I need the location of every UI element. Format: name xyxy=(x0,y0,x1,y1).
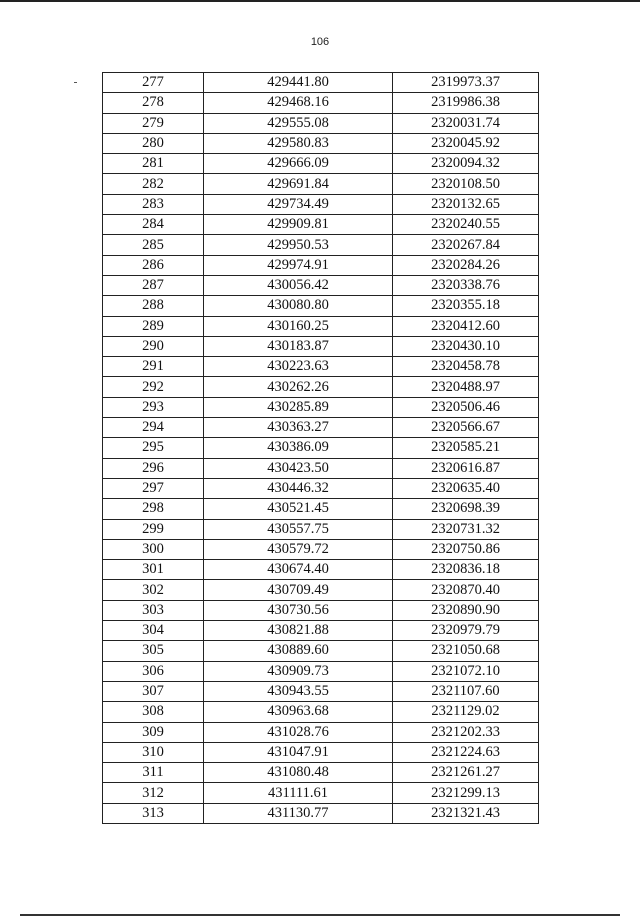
easting-cell: 430262.26 xyxy=(204,377,393,397)
northing-cell: 2320430.10 xyxy=(393,336,539,356)
easting-cell: 430709.49 xyxy=(204,580,393,600)
northing-cell: 2320698.39 xyxy=(393,499,539,519)
table-row xyxy=(103,499,539,519)
point-number-cell: 277 xyxy=(103,73,204,93)
northing-cell: 2320635.40 xyxy=(393,478,539,498)
easting-cell: 431080.48 xyxy=(204,763,393,783)
margin-mark xyxy=(74,82,77,83)
table-row xyxy=(103,742,539,762)
easting-cell: 431111.61 xyxy=(204,783,393,803)
point-number-cell: 280 xyxy=(103,133,204,153)
table-row xyxy=(103,681,539,701)
northing-cell: 2321261.27 xyxy=(393,763,539,783)
table-row xyxy=(103,783,539,803)
page-bottom-border xyxy=(20,914,620,916)
table-row xyxy=(103,154,539,174)
easting-cell: 430730.56 xyxy=(204,600,393,620)
northing-cell: 2320045.92 xyxy=(393,133,539,153)
point-number-cell: 293 xyxy=(103,397,204,417)
northing-cell: 2320585.21 xyxy=(393,438,539,458)
easting-cell: 430889.60 xyxy=(204,641,393,661)
easting-cell: 430821.88 xyxy=(204,621,393,641)
northing-cell: 2320890.90 xyxy=(393,600,539,620)
table-row xyxy=(103,621,539,641)
point-number-cell: 295 xyxy=(103,438,204,458)
table-row xyxy=(103,458,539,478)
easting-cell: 429555.08 xyxy=(204,113,393,133)
easting-cell: 429950.53 xyxy=(204,235,393,255)
point-number-cell: 296 xyxy=(103,458,204,478)
point-number-cell: 311 xyxy=(103,763,204,783)
table-row xyxy=(103,235,539,255)
northing-cell: 2320094.32 xyxy=(393,154,539,174)
table-row xyxy=(103,174,539,194)
table-row xyxy=(103,336,539,356)
point-number-cell: 297 xyxy=(103,478,204,498)
northing-cell: 2320616.87 xyxy=(393,458,539,478)
table-row xyxy=(103,763,539,783)
point-number-cell: 279 xyxy=(103,113,204,133)
northing-cell: 2320979.79 xyxy=(393,621,539,641)
point-number-cell: 286 xyxy=(103,255,204,275)
page-top-border xyxy=(0,0,640,2)
table-row xyxy=(103,194,539,214)
northing-cell: 2320836.18 xyxy=(393,560,539,580)
point-number-cell: 291 xyxy=(103,357,204,377)
point-number-cell: 298 xyxy=(103,499,204,519)
table-row xyxy=(103,73,539,93)
table-row xyxy=(103,722,539,742)
northing-cell: 2321224.63 xyxy=(393,742,539,762)
northing-cell: 2320566.67 xyxy=(393,418,539,438)
northing-cell: 2320267.84 xyxy=(393,235,539,255)
point-number-cell: 288 xyxy=(103,296,204,316)
table-row xyxy=(103,93,539,113)
easting-cell: 430183.87 xyxy=(204,336,393,356)
northing-cell: 2320284.26 xyxy=(393,255,539,275)
northing-cell: 2321050.68 xyxy=(393,641,539,661)
point-number-cell: 294 xyxy=(103,418,204,438)
table-row xyxy=(103,519,539,539)
point-number-cell: 290 xyxy=(103,336,204,356)
table-row xyxy=(103,215,539,235)
northing-cell: 2320338.76 xyxy=(393,275,539,295)
table-row xyxy=(103,438,539,458)
easting-cell: 430557.75 xyxy=(204,519,393,539)
table-row xyxy=(103,702,539,722)
table-row xyxy=(103,377,539,397)
easting-cell: 430943.55 xyxy=(204,681,393,701)
point-number-cell: 284 xyxy=(103,215,204,235)
northing-cell: 2320488.97 xyxy=(393,377,539,397)
coordinate-table-body xyxy=(103,73,539,824)
table-row xyxy=(103,478,539,498)
northing-cell: 2319986.38 xyxy=(393,93,539,113)
easting-cell: 430446.32 xyxy=(204,478,393,498)
table-row xyxy=(103,296,539,316)
northing-cell: 2321107.60 xyxy=(393,681,539,701)
northing-cell: 2320731.32 xyxy=(393,519,539,539)
northing-cell: 2321321.43 xyxy=(393,803,539,823)
northing-cell: 2320031.74 xyxy=(393,113,539,133)
point-number-cell: 308 xyxy=(103,702,204,722)
easting-cell: 430521.45 xyxy=(204,499,393,519)
easting-cell: 430160.25 xyxy=(204,316,393,336)
table-row xyxy=(103,113,539,133)
easting-cell: 430386.09 xyxy=(204,438,393,458)
easting-cell: 430080.80 xyxy=(204,296,393,316)
easting-cell: 431130.77 xyxy=(204,803,393,823)
northing-cell: 2320412.60 xyxy=(393,316,539,336)
easting-cell: 430674.40 xyxy=(204,560,393,580)
table-row xyxy=(103,275,539,295)
northing-cell: 2320132.65 xyxy=(393,194,539,214)
table-row xyxy=(103,133,539,153)
easting-cell: 430363.27 xyxy=(204,418,393,438)
easting-cell: 430423.50 xyxy=(204,458,393,478)
table-row xyxy=(103,316,539,336)
page-number: 106 xyxy=(310,36,330,48)
point-number-cell: 307 xyxy=(103,681,204,701)
table-row xyxy=(103,580,539,600)
table-row xyxy=(103,600,539,620)
northing-cell: 2320108.50 xyxy=(393,174,539,194)
table-row xyxy=(103,255,539,275)
point-number-cell: 281 xyxy=(103,154,204,174)
northing-cell: 2321202.33 xyxy=(393,722,539,742)
easting-cell: 429441.80 xyxy=(204,73,393,93)
northing-cell: 2321072.10 xyxy=(393,661,539,681)
point-number-cell: 302 xyxy=(103,580,204,600)
point-number-cell: 292 xyxy=(103,377,204,397)
point-number-cell: 313 xyxy=(103,803,204,823)
point-number-cell: 303 xyxy=(103,600,204,620)
point-number-cell: 289 xyxy=(103,316,204,336)
easting-cell: 430909.73 xyxy=(204,661,393,681)
easting-cell: 429734.49 xyxy=(204,194,393,214)
point-number-cell: 300 xyxy=(103,539,204,559)
point-number-cell: 299 xyxy=(103,519,204,539)
northing-cell: 2320355.18 xyxy=(393,296,539,316)
coordinate-table xyxy=(102,72,539,824)
northing-cell: 2319973.37 xyxy=(393,73,539,93)
point-number-cell: 309 xyxy=(103,722,204,742)
easting-cell: 430056.42 xyxy=(204,275,393,295)
northing-cell: 2320240.55 xyxy=(393,215,539,235)
point-number-cell: 305 xyxy=(103,641,204,661)
northing-cell: 2321299.13 xyxy=(393,783,539,803)
point-number-cell: 312 xyxy=(103,783,204,803)
easting-cell: 429974.91 xyxy=(204,255,393,275)
easting-cell: 431047.91 xyxy=(204,742,393,762)
northing-cell: 2320506.46 xyxy=(393,397,539,417)
point-number-cell: 282 xyxy=(103,174,204,194)
table-row xyxy=(103,661,539,681)
easting-cell: 429468.16 xyxy=(204,93,393,113)
point-number-cell: 306 xyxy=(103,661,204,681)
northing-cell: 2320458.78 xyxy=(393,357,539,377)
point-number-cell: 301 xyxy=(103,560,204,580)
easting-cell: 430285.89 xyxy=(204,397,393,417)
northing-cell: 2320870.40 xyxy=(393,580,539,600)
northing-cell: 2321129.02 xyxy=(393,702,539,722)
table-row xyxy=(103,357,539,377)
table-row xyxy=(103,560,539,580)
point-number-cell: 285 xyxy=(103,235,204,255)
northing-cell: 2320750.86 xyxy=(393,539,539,559)
point-number-cell: 310 xyxy=(103,742,204,762)
point-number-cell: 287 xyxy=(103,275,204,295)
easting-cell: 429580.83 xyxy=(204,133,393,153)
table-row xyxy=(103,539,539,559)
easting-cell: 429666.09 xyxy=(204,154,393,174)
easting-cell: 430579.72 xyxy=(204,539,393,559)
table-row xyxy=(103,418,539,438)
easting-cell: 430223.63 xyxy=(204,357,393,377)
table-row xyxy=(103,397,539,417)
point-number-cell: 278 xyxy=(103,93,204,113)
easting-cell: 430963.68 xyxy=(204,702,393,722)
point-number-cell: 304 xyxy=(103,621,204,641)
table-row xyxy=(103,803,539,823)
table-row xyxy=(103,641,539,661)
easting-cell: 431028.76 xyxy=(204,722,393,742)
point-number-cell: 283 xyxy=(103,194,204,214)
easting-cell: 429691.84 xyxy=(204,174,393,194)
easting-cell: 429909.81 xyxy=(204,215,393,235)
